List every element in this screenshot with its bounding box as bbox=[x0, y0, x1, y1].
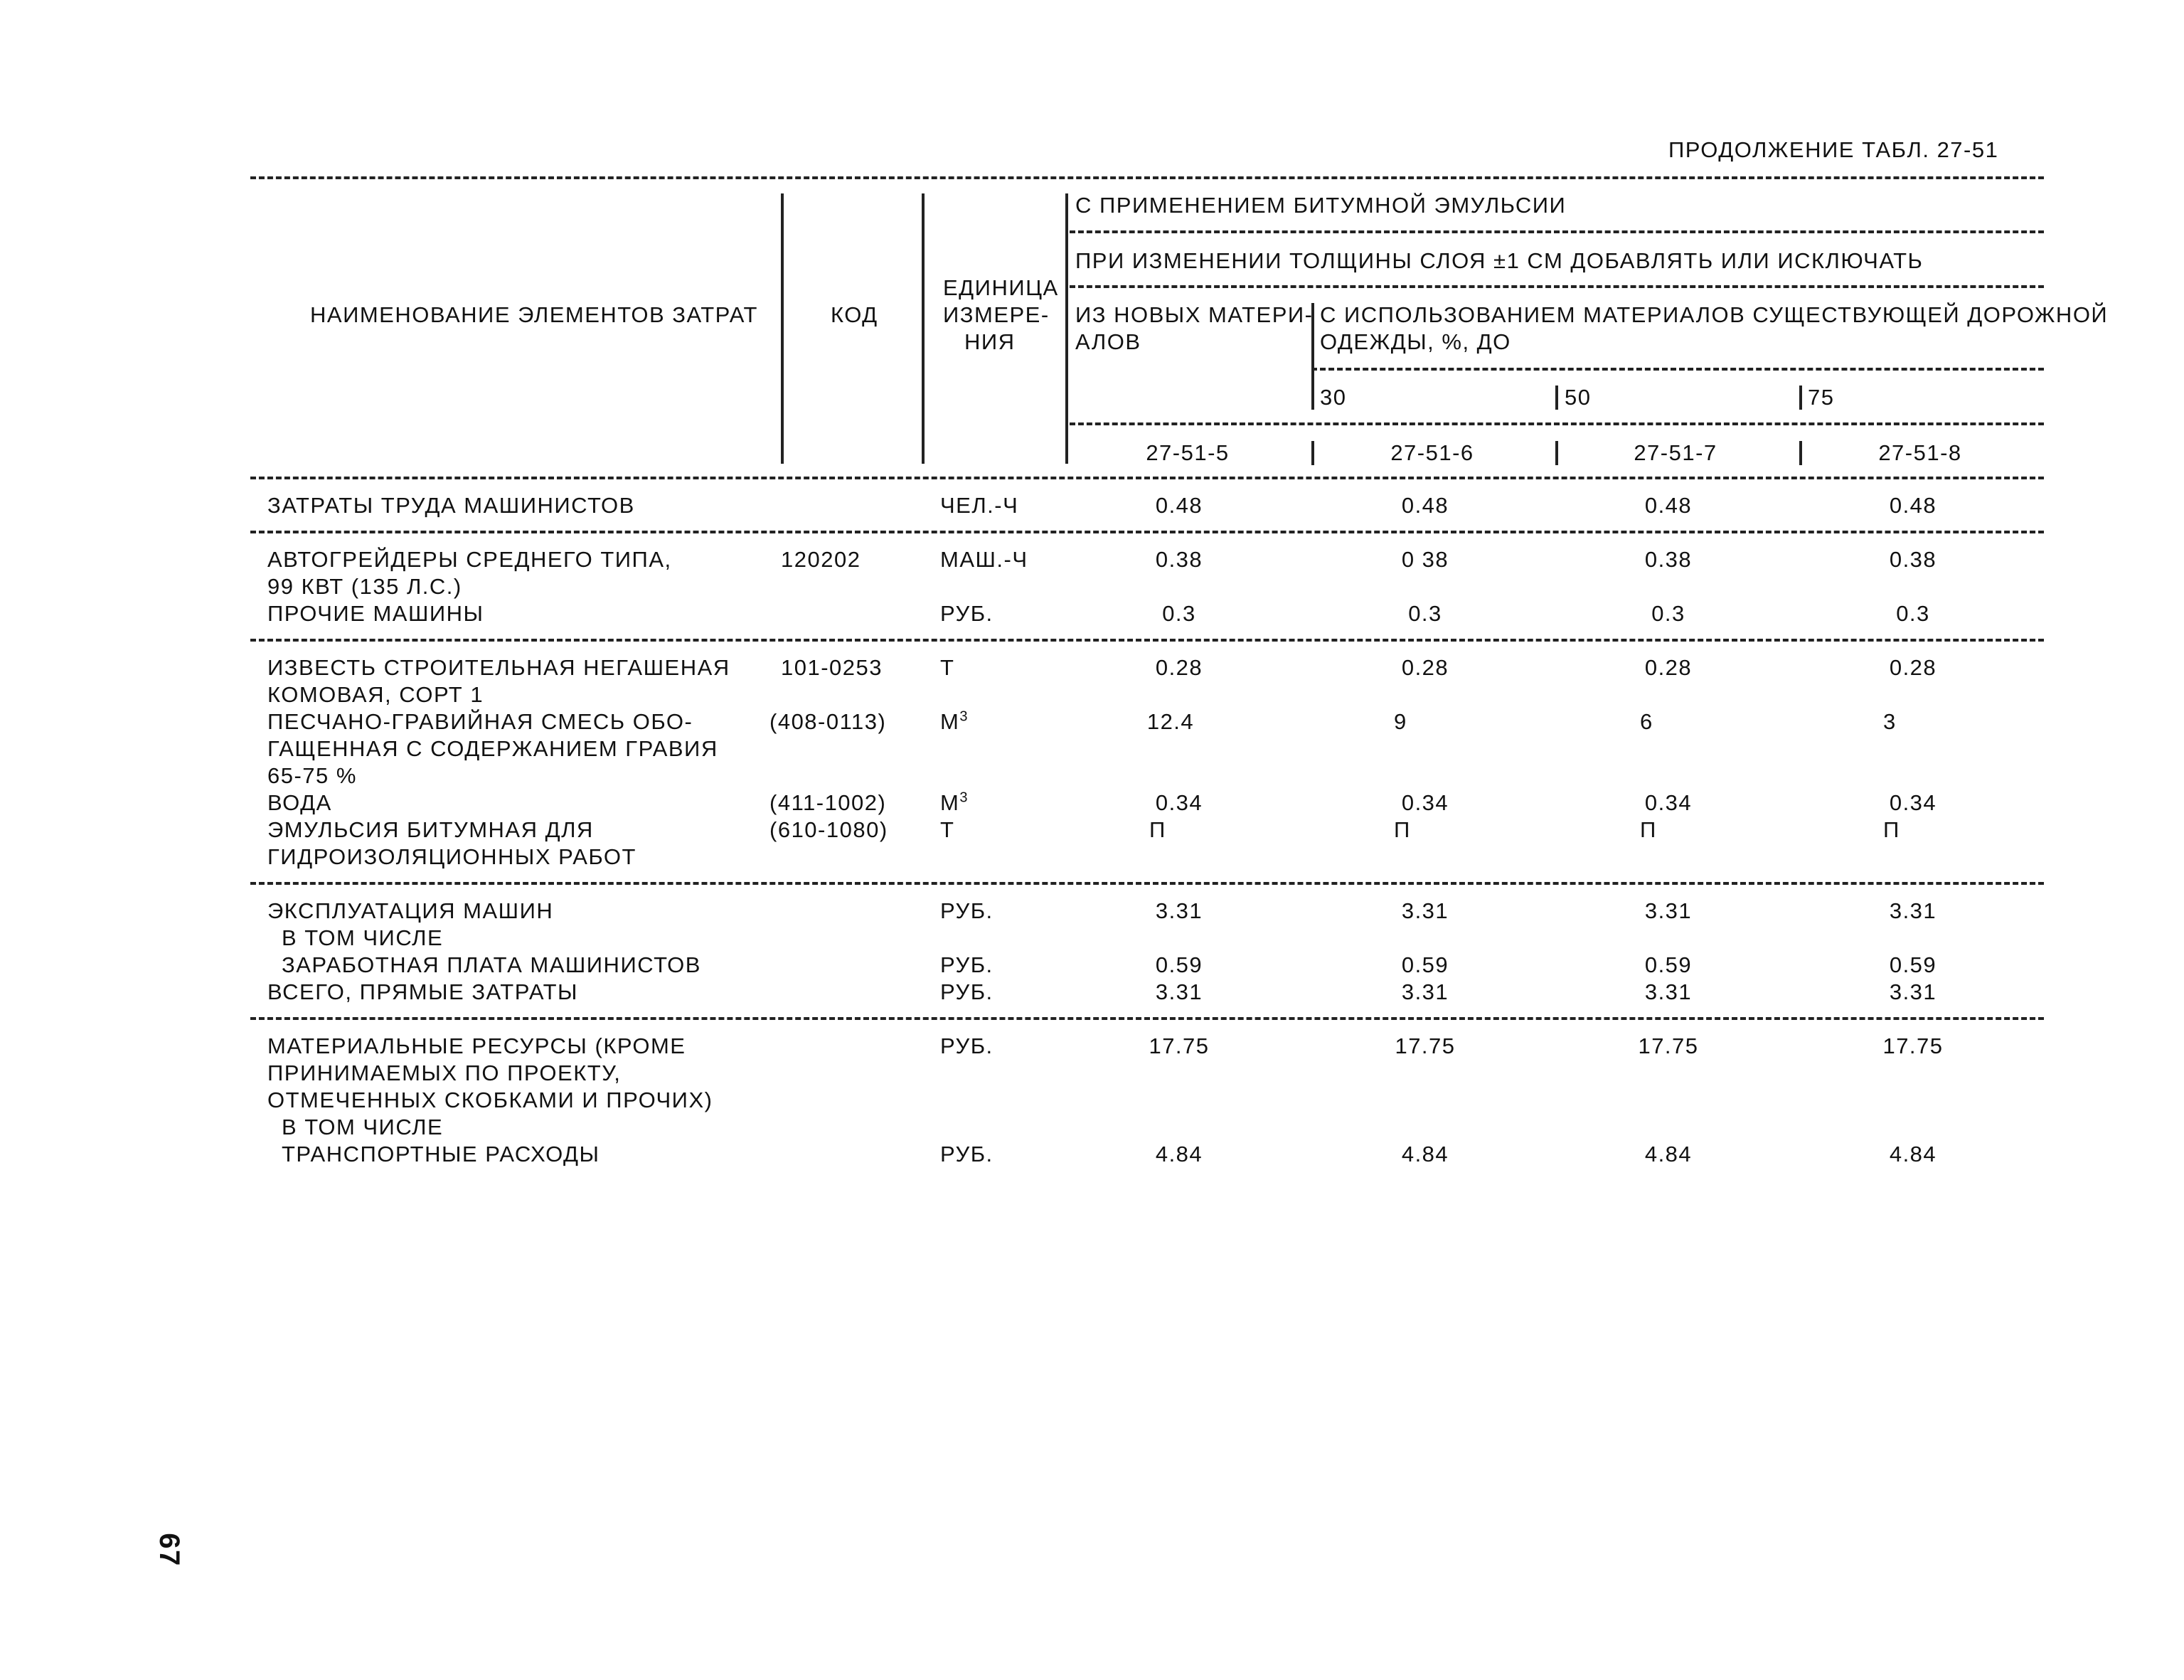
row-other-machines-value-1: 0.3 bbox=[1162, 601, 1196, 626]
row-emulsion-value-4: П bbox=[1883, 817, 1900, 842]
row-graders-value-4: 0.38 bbox=[1889, 547, 1937, 572]
row-wages-value-3: 0.59 bbox=[1644, 952, 1693, 977]
header-rule-3 bbox=[1311, 368, 2044, 371]
header-divider-code-6 bbox=[1311, 441, 1314, 465]
row-emulsion-value-2: П bbox=[1394, 817, 1411, 842]
row-graders-name-2: 99 КВТ (135 Л.С.) bbox=[267, 574, 462, 599]
header-divider-unit-values bbox=[1065, 193, 1068, 464]
header-divider-75 bbox=[1799, 386, 1802, 410]
row-water-unit: $М^3$ bbox=[940, 790, 969, 815]
page-number: 67 bbox=[153, 1533, 185, 1567]
row-emulsion-code: (610-1080) bbox=[769, 817, 888, 842]
row-transport-unit: РУБ. bbox=[940, 1142, 994, 1166]
row-material-resources-value-1: 17.75 bbox=[1149, 1033, 1210, 1058]
row-labor-unit: ЧЕЛ.-Ч bbox=[940, 493, 1019, 518]
row-wages-value-2: 0.59 bbox=[1401, 952, 1449, 977]
row-transport-value-1: 4.84 bbox=[1155, 1142, 1203, 1166]
row-direct-costs-name: ВСЕГО, ПРЯМЫЕ ЗАТРАТЫ bbox=[267, 979, 578, 1004]
row-graders-name-1: АВТОГРЕЙДЕРЫ СРЕДНЕГО ТИПА, bbox=[267, 547, 672, 572]
section-rule-3 bbox=[250, 882, 2044, 885]
row-other-machines-value-3: 0.3 bbox=[1651, 601, 1685, 626]
table-caption: ПРОДОЛЖЕНИЕ ТАБЛ. 27-51 bbox=[1668, 137, 1999, 162]
row-transport-name: ТРАНСПОРТНЫЕ РАСХОДЫ bbox=[282, 1142, 600, 1166]
row-water-value-4: 0.34 bbox=[1889, 790, 1937, 815]
header-code-column: КОД bbox=[831, 302, 878, 327]
section-rule-4 bbox=[250, 1017, 2044, 1020]
row-transport-value-4: 4.84 bbox=[1889, 1142, 1937, 1166]
row-material-resources-name-2: ПРИНИМАЕМЫХ ПО ПРОЕКТУ, bbox=[267, 1060, 622, 1085]
row-machine-operation-value-2: 3.31 bbox=[1401, 898, 1449, 923]
row-lime-value-2: 0.28 bbox=[1401, 655, 1449, 680]
row-labor-value-3: 0.48 bbox=[1644, 493, 1693, 518]
row-water-value-2: 0.34 bbox=[1401, 790, 1449, 815]
table-top-rule bbox=[250, 176, 2044, 179]
row-material-resources-name-4: В ТОМ ЧИСЛЕ bbox=[282, 1115, 444, 1139]
row-material-resources-value-4: 17.75 bbox=[1882, 1033, 1944, 1058]
header-unit-line-3: НИЯ bbox=[964, 329, 1016, 354]
row-wages-unit: РУБ. bbox=[940, 952, 994, 977]
row-graders-code: 120202 bbox=[781, 547, 861, 572]
row-lime-value-1: 0.28 bbox=[1155, 655, 1203, 680]
header-group-bitumen: С ПРИМЕНЕНИЕМ БИТУМНОЙ ЭМУЛЬСИИ bbox=[1075, 193, 1567, 218]
row-machine-operation-value-4: 3.31 bbox=[1889, 898, 1937, 923]
header-divider-code-7 bbox=[1555, 441, 1558, 465]
row-graders-value-1: 0.38 bbox=[1155, 547, 1203, 572]
header-divider-name-code bbox=[781, 193, 784, 464]
row-labor-name: ЗАТРАТЫ ТРУДА МАШИНИСТОВ bbox=[267, 493, 635, 518]
header-divider-code-8 bbox=[1799, 441, 1802, 465]
row-other-machines-unit: РУБ. bbox=[940, 601, 994, 626]
header-percent-50: 50 bbox=[1565, 385, 1592, 410]
row-sand-gravel-name-3: 65-75 % bbox=[267, 763, 357, 788]
row-labor-value-4: 0.48 bbox=[1889, 493, 1937, 518]
row-lime-value-3: 0.28 bbox=[1644, 655, 1693, 680]
header-rule-4 bbox=[1070, 422, 2044, 425]
row-material-resources-name-3: ОТМЕЧЕННЫХ СКОБКАМИ И ПРОЧИХ) bbox=[267, 1088, 713, 1112]
header-existing-materials-2: ОДЕЖДЫ, %, ДО bbox=[1320, 329, 1511, 354]
header-unit-line-1: ЕДИНИЦА bbox=[943, 275, 1059, 300]
row-sand-gravel-name-2: ГАЩЕННАЯ С СОДЕРЖАНИЕМ ГРАВИЯ bbox=[267, 736, 718, 761]
row-wages-value-4: 0.59 bbox=[1889, 952, 1937, 977]
row-direct-costs-value-4: 3.31 bbox=[1889, 979, 1937, 1004]
row-graders-value-3: 0.38 bbox=[1644, 547, 1693, 572]
row-water-value-1: 0.34 bbox=[1155, 790, 1203, 815]
header-divider-50 bbox=[1555, 386, 1558, 410]
header-bottom-rule bbox=[250, 477, 2044, 479]
row-other-machines-value-4: 0.3 bbox=[1896, 601, 1930, 626]
row-lime-name-1: ИЗВЕСТЬ СТРОИТЕЛЬНАЯ НЕГАШЕНАЯ bbox=[267, 655, 730, 680]
row-graders-value-2: 0 38 bbox=[1401, 547, 1449, 572]
header-new-materials-2: АЛОВ bbox=[1075, 329, 1141, 354]
row-water-name: ВОДА bbox=[267, 790, 332, 815]
row-water-code: (411-1002) bbox=[769, 790, 887, 815]
row-lime-unit: Т bbox=[940, 655, 955, 680]
row-material-resources-unit: РУБ. bbox=[940, 1033, 994, 1058]
section-rule-1 bbox=[250, 531, 2044, 533]
row-sand-gravel-value-3: 6 bbox=[1640, 709, 1653, 734]
row-lime-name-2: КОМОВАЯ, СОРТ 1 bbox=[267, 682, 484, 707]
header-unit-line-2: ИЗМЕРЕ- bbox=[943, 302, 1050, 327]
header-rule-1 bbox=[1070, 230, 2044, 233]
row-sand-gravel-value-2: 9 bbox=[1394, 709, 1407, 734]
header-code-27-51-6: 27-51-6 bbox=[1390, 440, 1474, 465]
row-lime-value-4: 0.28 bbox=[1889, 655, 1937, 680]
header-code-27-51-5: 27-51-5 bbox=[1146, 440, 1230, 465]
row-labor-value-2: 0.48 bbox=[1401, 493, 1449, 518]
row-machine-operation-name-1: ЭКСПЛУАТАЦИЯ МАШИН bbox=[267, 898, 554, 923]
row-lime-code: 101-0253 bbox=[781, 655, 883, 680]
row-emulsion-name-1: ЭМУЛЬСИЯ БИТУМНАЯ ДЛЯ bbox=[267, 817, 594, 842]
row-sand-gravel-code: (408-0113) bbox=[769, 709, 887, 734]
row-water-value-3: 0.34 bbox=[1644, 790, 1693, 815]
row-direct-costs-value-3: 3.31 bbox=[1644, 979, 1693, 1004]
row-sand-gravel-value-4: 3 bbox=[1883, 709, 1897, 734]
row-wages-value-1: 0.59 bbox=[1155, 952, 1203, 977]
row-material-resources-value-3: 17.75 bbox=[1638, 1033, 1699, 1058]
row-labor-value-1: 0.48 bbox=[1155, 493, 1203, 518]
row-other-machines-value-2: 0.3 bbox=[1408, 601, 1442, 626]
row-emulsion-name-2: ГИДРОИЗОЛЯЦИОННЫХ РАБОТ bbox=[267, 844, 636, 869]
row-material-resources-name-1: МАТЕРИАЛЬНЫЕ РЕСУРСЫ (КРОМЕ bbox=[267, 1033, 686, 1058]
section-rule-2 bbox=[250, 639, 2044, 642]
header-percent-30: 30 bbox=[1320, 385, 1347, 410]
row-sand-gravel-unit: $М^3$ bbox=[940, 708, 969, 734]
row-machine-operation-value-3: 3.31 bbox=[1644, 898, 1693, 923]
row-machine-operation-unit: РУБ. bbox=[940, 898, 994, 923]
row-machine-operation-name-2: В ТОМ ЧИСЛЕ bbox=[282, 925, 444, 950]
header-divider-code-unit bbox=[922, 193, 925, 464]
row-other-machines-name: ПРОЧИЕ МАШИНЫ bbox=[267, 601, 484, 626]
row-transport-value-3: 4.84 bbox=[1644, 1142, 1693, 1166]
header-code-27-51-7: 27-51-7 bbox=[1634, 440, 1717, 465]
row-emulsion-value-1: П bbox=[1149, 817, 1166, 842]
row-emulsion-value-3: П bbox=[1640, 817, 1657, 842]
header-rule-2 bbox=[1070, 285, 2044, 288]
header-percent-75: 75 bbox=[1808, 385, 1835, 410]
row-wages-name: ЗАРАБОТНАЯ ПЛАТА МАШИНИСТОВ bbox=[282, 952, 701, 977]
header-code-27-51-8: 27-51-8 bbox=[1878, 440, 1962, 465]
row-graders-unit: МАШ.-Ч bbox=[940, 547, 1028, 572]
row-direct-costs-value-2: 3.31 bbox=[1401, 979, 1449, 1004]
row-sand-gravel-value-1: 12.4 bbox=[1146, 709, 1195, 734]
row-machine-operation-value-1: 3.31 bbox=[1155, 898, 1203, 923]
row-sand-gravel-name-1: ПЕСЧАНО-ГРАВИЙНАЯ СМЕСЬ ОБО- bbox=[267, 709, 693, 734]
header-group-thickness: ПРИ ИЗМЕНЕНИИ ТОЛЩИНЫ СЛОЯ ±1 СМ ДОБАВЛЯТЬ ИЛИ ИСКЛЮЧАТЬ bbox=[1075, 248, 1924, 273]
row-emulsion-unit: Т bbox=[940, 817, 955, 842]
header-name-column: НАИМЕНОВАНИЕ ЭЛЕМЕНТОВ ЗАТРАТ bbox=[310, 302, 758, 327]
row-material-resources-value-2: 17.75 bbox=[1395, 1033, 1456, 1058]
header-existing-materials-1: С ИСПОЛЬЗОВАНИЕМ МАТЕРИАЛОВ СУЩЕСТВУЮЩЕЙ ДОРОЖНОЙ bbox=[1320, 302, 2109, 327]
header-new-materials-1: ИЗ НОВЫХ МАТЕРИ- bbox=[1075, 302, 1314, 327]
row-transport-value-2: 4.84 bbox=[1401, 1142, 1449, 1166]
row-direct-costs-value-1: 3.31 bbox=[1155, 979, 1203, 1004]
row-direct-costs-unit: РУБ. bbox=[940, 979, 994, 1004]
